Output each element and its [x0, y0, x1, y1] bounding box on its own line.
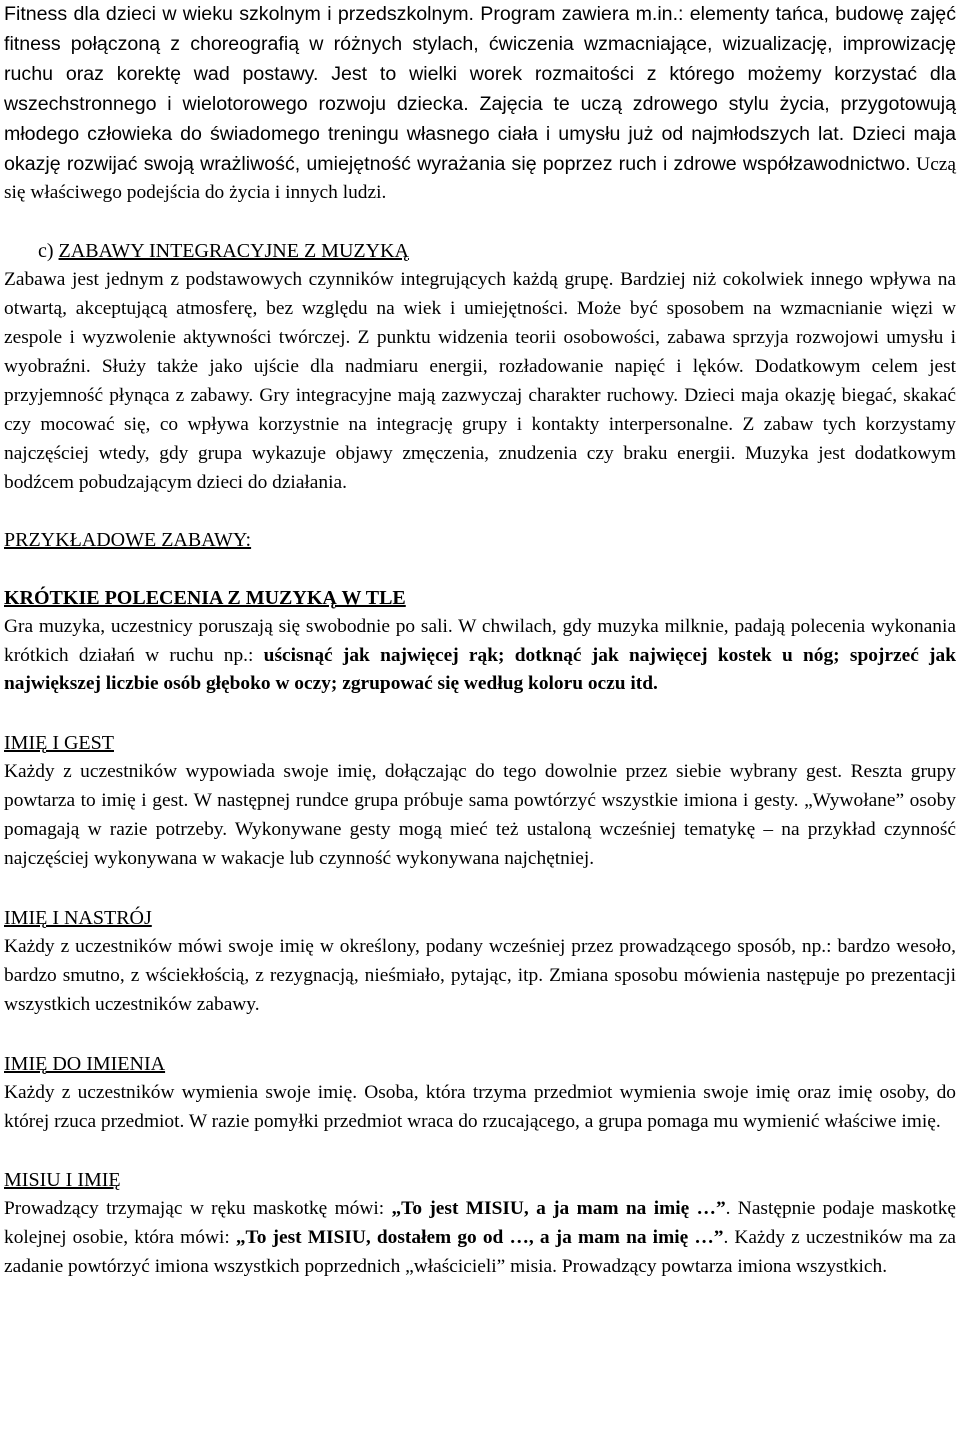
- intro-paragraph: [4, 0, 956, 208]
- examples-heading: PRZYKŁADOWE ZABAWY:: [4, 528, 252, 551]
- game-text-name-mood: Każdy z uczestników mówi swoje imię w określony, podany wcześniej przez prowadzącego sposób, np.: bardzo wesoło, bardzo smutno, z wściekłością, z rezygnacją, nieśmiało, pytając, itp. Zmiana sposobu mówienia następuje po prezentacji wszystkich uczestników zabawy.: [4, 935, 956, 1015]
- game-text-name-to-name: Każdy z uczestników wymienia swoje imię. Osoba, która trzyma przedmiot wymienia swoje imię oraz imię osoby, do której rzuca przedmiot. W razie pomyłki przedmiot wraca do rzucającego, a grupa pomaga mu wymienić właściwe imię.: [4, 1081, 956, 1132]
- section-c-body: Zabawa jest jednym z podstawowych czynników integrujących każdą grupę. Bardziej niż cokolwiek innego wpływa na otwartą, akceptującą atmosferę, bez względu na wiek i umiejętności. Może być sposobem na wzmacnianie więzi w zespole i wyzwolenie aktywności twórczej. Z punktu widzenia teorii osobowości, zabawa sprzyja rozwojowi umysłu i wyobraźni. Służy także jako ujście dla nadmiaru energii, rozładowanie napięć i lęków. Dodatkowym celem jest przyjemność płynąca z zabawy. Gry integracyjne mają zazwyczaj charakter ruchowy. Dzieci maja okazję biegać, skakać czy mocować się, co wpływa korzystnie na integrację grupy i kontakty interpersonalne. Z zabaw tych korzystamy najczęściej wtedy, gdy grupa wykazuje objawy zmęczenia, znudzenia czy braku energii. Muzyka jest dodatkowym bodźcem pobudzającym dzieci do działania.: [4, 269, 956, 493]
- game-title-name-gesture: [4, 729, 956, 758]
- game-title-name-mood: [4, 904, 956, 933]
- game-text-teddy-name: [4, 1195, 956, 1282]
- game-text-teddy-bold-2: „To jest MISIU, dostałem go od …, a ja mam na imię …”: [235, 1227, 724, 1249]
- section-c-prefix: c): [38, 240, 59, 263]
- intro-paragraph-sans-text: Fitness dla dzieci w wieku szkolnym i przedszkolnym. Program zawiera m.in.: elementy tańca, budowę zajęć fitness połączoną z choreografią w różnych stylach, ćwiczenia wzmacniające, wizualizację, improwizację ruchu oraz korektę wad postawy. Jest to wielki worek rozmaitości z którego możemy korzystać dla wszechstronnego i wielotorowego rozwoju dziecka. Zajęcia te uczą zdrowego stylu życia, przygotowują młodego człowieka do świadomego treningu własnego ciała i umysłu już od najmłodszych lat. Dzieci maja okazję rozwijać swoją wrażliwość, umiejętność wyrażania się poprzez ruch i zdrowe współzawodnictwo.: [4, 3, 956, 175]
- game-text-name-gesture: Każdy z uczestników wypowiada swoje imię, dołączając do tego dowolnie przez siebie wybrany gest. Reszta grupy powtarza to imię i gest. W następnej rundce grupa próbuje sama powtórzyć wszystkie imiona i gesty. „Wywołane” osoby pomagają w razie potrzeby. Wykonywane gesty mogą mieć też ustaloną wcześniej tematykę – na przykład czynność najczęściej wykonywana w wakacje lub czynność wykonywana najchętniej.: [4, 761, 956, 870]
- game-title-teddy-name: [4, 1166, 956, 1195]
- game-text-teddy-part-2: . Następnie podaje maskotkę kolejnej osobie, która mówi:: [4, 1198, 956, 1249]
- game-text-short-commands-plain: Gra muzyka, uczestnicy poruszają się swobodnie po sali. W chwilach, gdy muzyka milknie, padają polecenia wykonania krótkich działań w ruchu np.:: [4, 615, 956, 666]
- section-c-title: ZABAWY INTEGRACYJNE Z MUZYKĄ: [58, 240, 409, 263]
- section-c-heading: [4, 237, 956, 266]
- game-text-short-commands: [4, 613, 956, 700]
- game-title-teddy-name-text: MISIU I IMIĘ: [4, 1169, 121, 1192]
- game-text-teddy-bold-1: „To jest MISIU, a ja mam na imię …”: [391, 1198, 726, 1220]
- game-text-teddy-part-3: . Każdy z uczestników ma za zadanie powtórzyć imiona wszystkich poprzednich „właścicieli” misia. Prowadzący powtarza imiona wszystkich.: [4, 1227, 956, 1278]
- game-text-teddy-part-1: Prowadzący trzymając w ręku maskotkę mówi:: [4, 1198, 392, 1220]
- game-title-name-gesture-text: IMIĘ I GEST: [4, 732, 114, 755]
- document-page: [4, 0, 956, 1282]
- intro-paragraph-serif-text: Uczą się właściwego podejścia do życia i innych ludzi.: [4, 153, 957, 204]
- game-text-short-commands-bold: uścisnąć jak najwięcej rąk; dotknąć jak najwięcej kostek u nóg; spojrzeć jak największej liczbie osób głęboko w oczy; zgrupować się według koloru oczu itd.: [4, 644, 956, 695]
- game-title-name-to-name: [4, 1050, 956, 1079]
- game-title-name-mood-text: IMIĘ I NASTRÓJ: [4, 906, 152, 929]
- game-title-name-to-name-text: IMIĘ DO IMIENIA: [4, 1052, 166, 1075]
- game-title-short-commands: KRÓTKIE POLECENIA Z MUZYKĄ W TLE: [4, 586, 406, 609]
